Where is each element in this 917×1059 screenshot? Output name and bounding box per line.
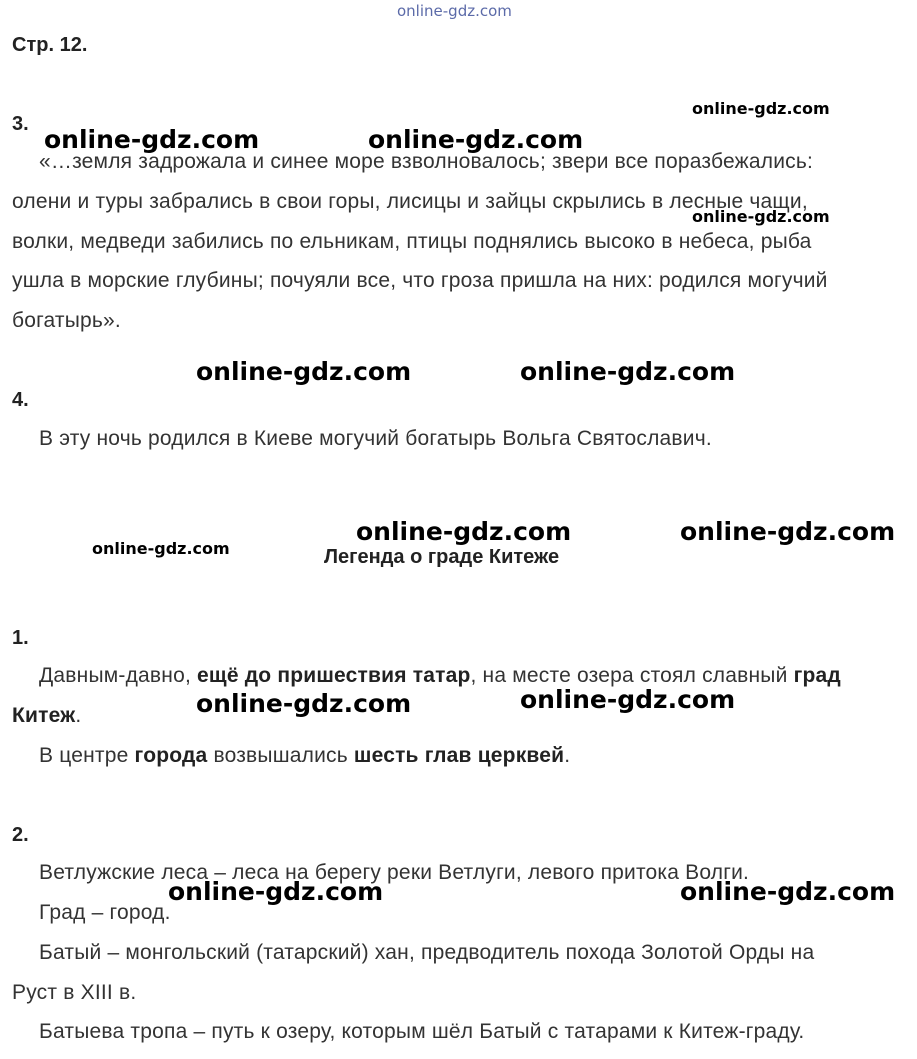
definition-line: Батыева тропа – путь к озеру, которым шёл Батый с татарами к Китеж-граду. — [39, 1020, 805, 1043]
page-reference: Стр. 12. — [12, 34, 88, 56]
definition-line: Батый – монгольский (татарский) хан, предводитель похода Золотой Орды на — [39, 941, 815, 964]
watermark: online-gdz.com — [692, 207, 830, 226]
watermark: online-gdz.com — [196, 689, 412, 718]
watermark: online-gdz.com — [680, 517, 896, 546]
question-number-4: 4. — [12, 389, 29, 411]
answer-text: В эту ночь родился в Киеве могучий богатырь Вольга Святославич. — [39, 427, 712, 450]
watermark-top: online-gdz.com — [397, 2, 512, 20]
watermark: online-gdz.com — [92, 539, 230, 558]
quote-line: богатырь». — [12, 309, 121, 332]
watermark: online-gdz.com — [368, 125, 584, 154]
watermark: online-gdz.com — [44, 125, 260, 154]
quote-line: волки, медведи забились по ельникам, птицы поднялись высоко в небеса, рыба — [12, 230, 812, 253]
section-title: Легенда о граде Китеже — [324, 546, 560, 568]
definition-line: Ветлужские леса – леса на берегу реки Ветлуги, левого притока Волги. — [39, 861, 750, 884]
quote-line: «…земля задрожала и синее море взволновалось; звери все поразбежались: — [39, 150, 814, 173]
watermark: online-gdz.com — [520, 357, 736, 386]
watermark: online-gdz.com — [356, 517, 572, 546]
watermark: online-gdz.com — [520, 685, 736, 714]
quote-line: ушла в морские глубины; почуяли все, что гроза пришла на них: родился могучий — [12, 269, 828, 292]
watermark: online-gdz.com — [168, 877, 384, 906]
answer-line: Давным-давно, ещё до пришествия татар, на месте озера стоял славный град — [39, 664, 841, 687]
definition-line: Руст в XIII в. — [12, 981, 137, 1004]
watermark: online-gdz.com — [196, 357, 412, 386]
definition-line: Град – город. — [39, 901, 171, 924]
question-number-2: 2. — [12, 824, 29, 846]
question-number-3: 3. — [12, 113, 29, 135]
quote-line: олени и туры забрались в свои горы, лисицы и зайцы скрылись в лесные чащи, — [12, 190, 808, 213]
answer-line: В центре города возвышались шесть глав церквей. — [39, 744, 571, 767]
watermark: online-gdz.com — [692, 99, 830, 118]
question-number-1: 1. — [12, 627, 29, 649]
answer-line: Китеж. — [12, 704, 82, 727]
watermark: online-gdz.com — [680, 877, 896, 906]
